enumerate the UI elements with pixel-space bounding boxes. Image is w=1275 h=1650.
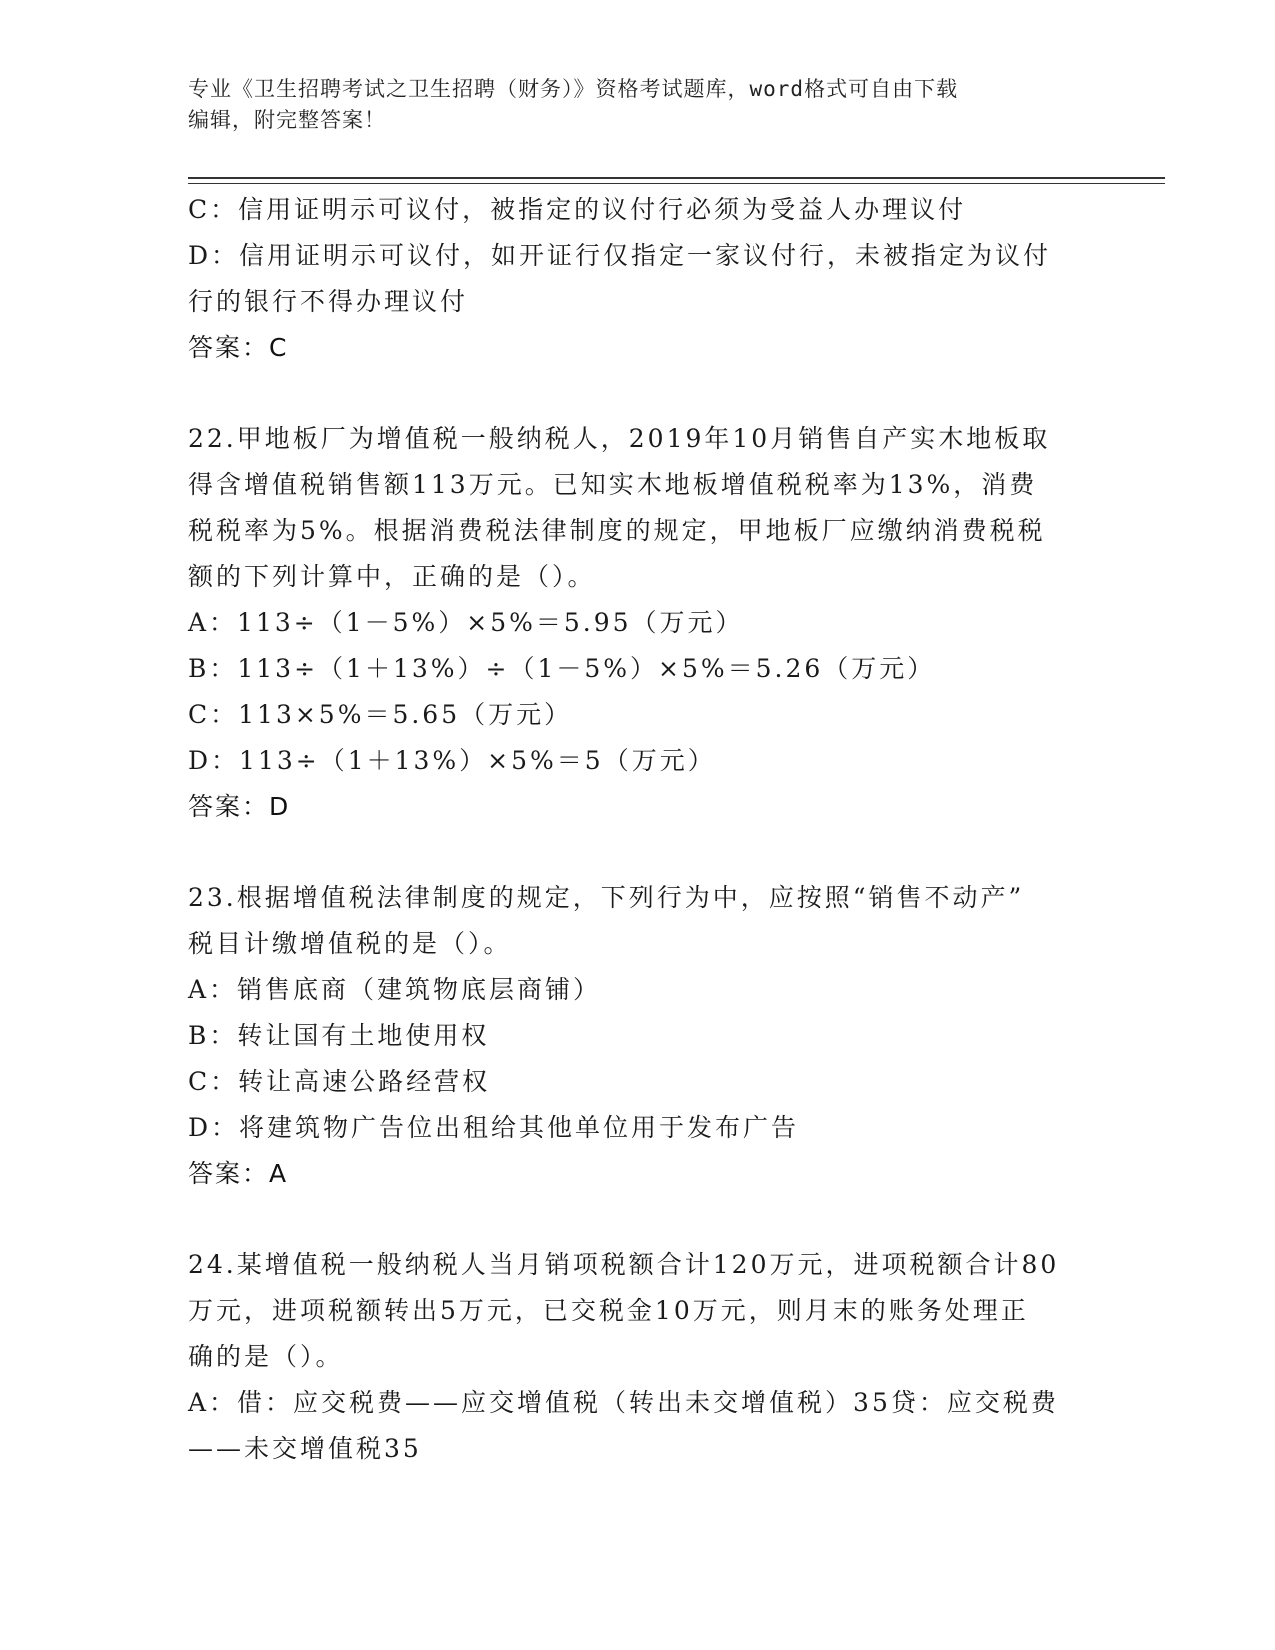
- question-21-tail: [188, 187, 1088, 371]
- option-a-continued: ——未交增值税35: [188, 1434, 422, 1463]
- question-stem: 额的下列计算中，正确的是（）。: [188, 562, 596, 591]
- question-stem: 24.某增值税一般纳税人当月销项税额合计120万元，进项税额合计80: [188, 1250, 1060, 1279]
- question-stem: 23.根据增值税法律制度的规定，下列行为中，应按照“销售不动产”: [188, 883, 1025, 912]
- option-c: C：113×5%＝5.65（万元）: [188, 700, 573, 729]
- question-stem: 税目计缴增值税的是（）。: [188, 929, 512, 958]
- question-gap: [188, 371, 1088, 416]
- header-line-2: 编辑，附完整答案！: [188, 108, 386, 132]
- question-stem: 22.甲地板厂为增值税一般纳税人，2019年10月销售自产实木地板取: [188, 424, 1051, 453]
- question-stem: 税税率为5%。根据消费税法律制度的规定，甲地板厂应缴纳消费税税: [188, 516, 1046, 545]
- header-rule-thin: [188, 183, 1165, 184]
- question-stem: 确的是（）。: [188, 1342, 344, 1371]
- document-header: [188, 74, 1088, 136]
- question-22: [188, 416, 1088, 830]
- question-gap: [188, 1197, 1088, 1242]
- answer: 答案：D: [188, 792, 291, 821]
- header-rule-thick: [188, 177, 1165, 179]
- answer: 答案：A: [188, 1159, 289, 1188]
- question-content: [188, 187, 1088, 1472]
- header-line-1: 专业《卫生招聘考试之卫生招聘（财务）》资格考试题库，word格式可自由下载: [188, 77, 959, 101]
- option-c: C：信用证明示可议付，被指定的议付行必须为受益人办理议付: [188, 195, 967, 224]
- question-23: [188, 875, 1088, 1197]
- question-24: [188, 1242, 1088, 1472]
- option-b: B：113÷（1＋13%）÷（1－5%）×5%＝5.26（万元）: [188, 654, 936, 683]
- option-a: A：销售底商（建筑物底层商铺）: [188, 975, 602, 1004]
- option-b: B：转让国有土地使用权: [188, 1021, 490, 1050]
- option-d: D：113÷（1＋13%）×5%＝5（万元）: [188, 746, 716, 775]
- option-d-continued: 行的银行不得办理议付: [188, 287, 469, 316]
- option-d: D：将建筑物广告位出租给其他单位用于发布广告: [188, 1113, 800, 1142]
- option-c: C：转让高速公路经营权: [188, 1067, 491, 1096]
- question-stem: 得含增值税销售额113万元。已知实木地板增值税税率为13%，消费: [188, 470, 1038, 499]
- question-gap: [188, 830, 1088, 875]
- option-a: A：113÷（1－5%）×5%＝5.95（万元）: [188, 608, 744, 637]
- option-a: A：借：应交税费——应交增值税（转出未交增值税）35贷：应交税费: [188, 1388, 1059, 1417]
- answer: 答案：C: [188, 333, 289, 362]
- question-stem: 万元，进项税额转出5万元，已交税金10万元，则月末的账务处理正: [188, 1296, 1029, 1325]
- option-d: D：信用证明示可议付，如开证行仅指定一家议付行，未被指定为议付: [188, 241, 1052, 270]
